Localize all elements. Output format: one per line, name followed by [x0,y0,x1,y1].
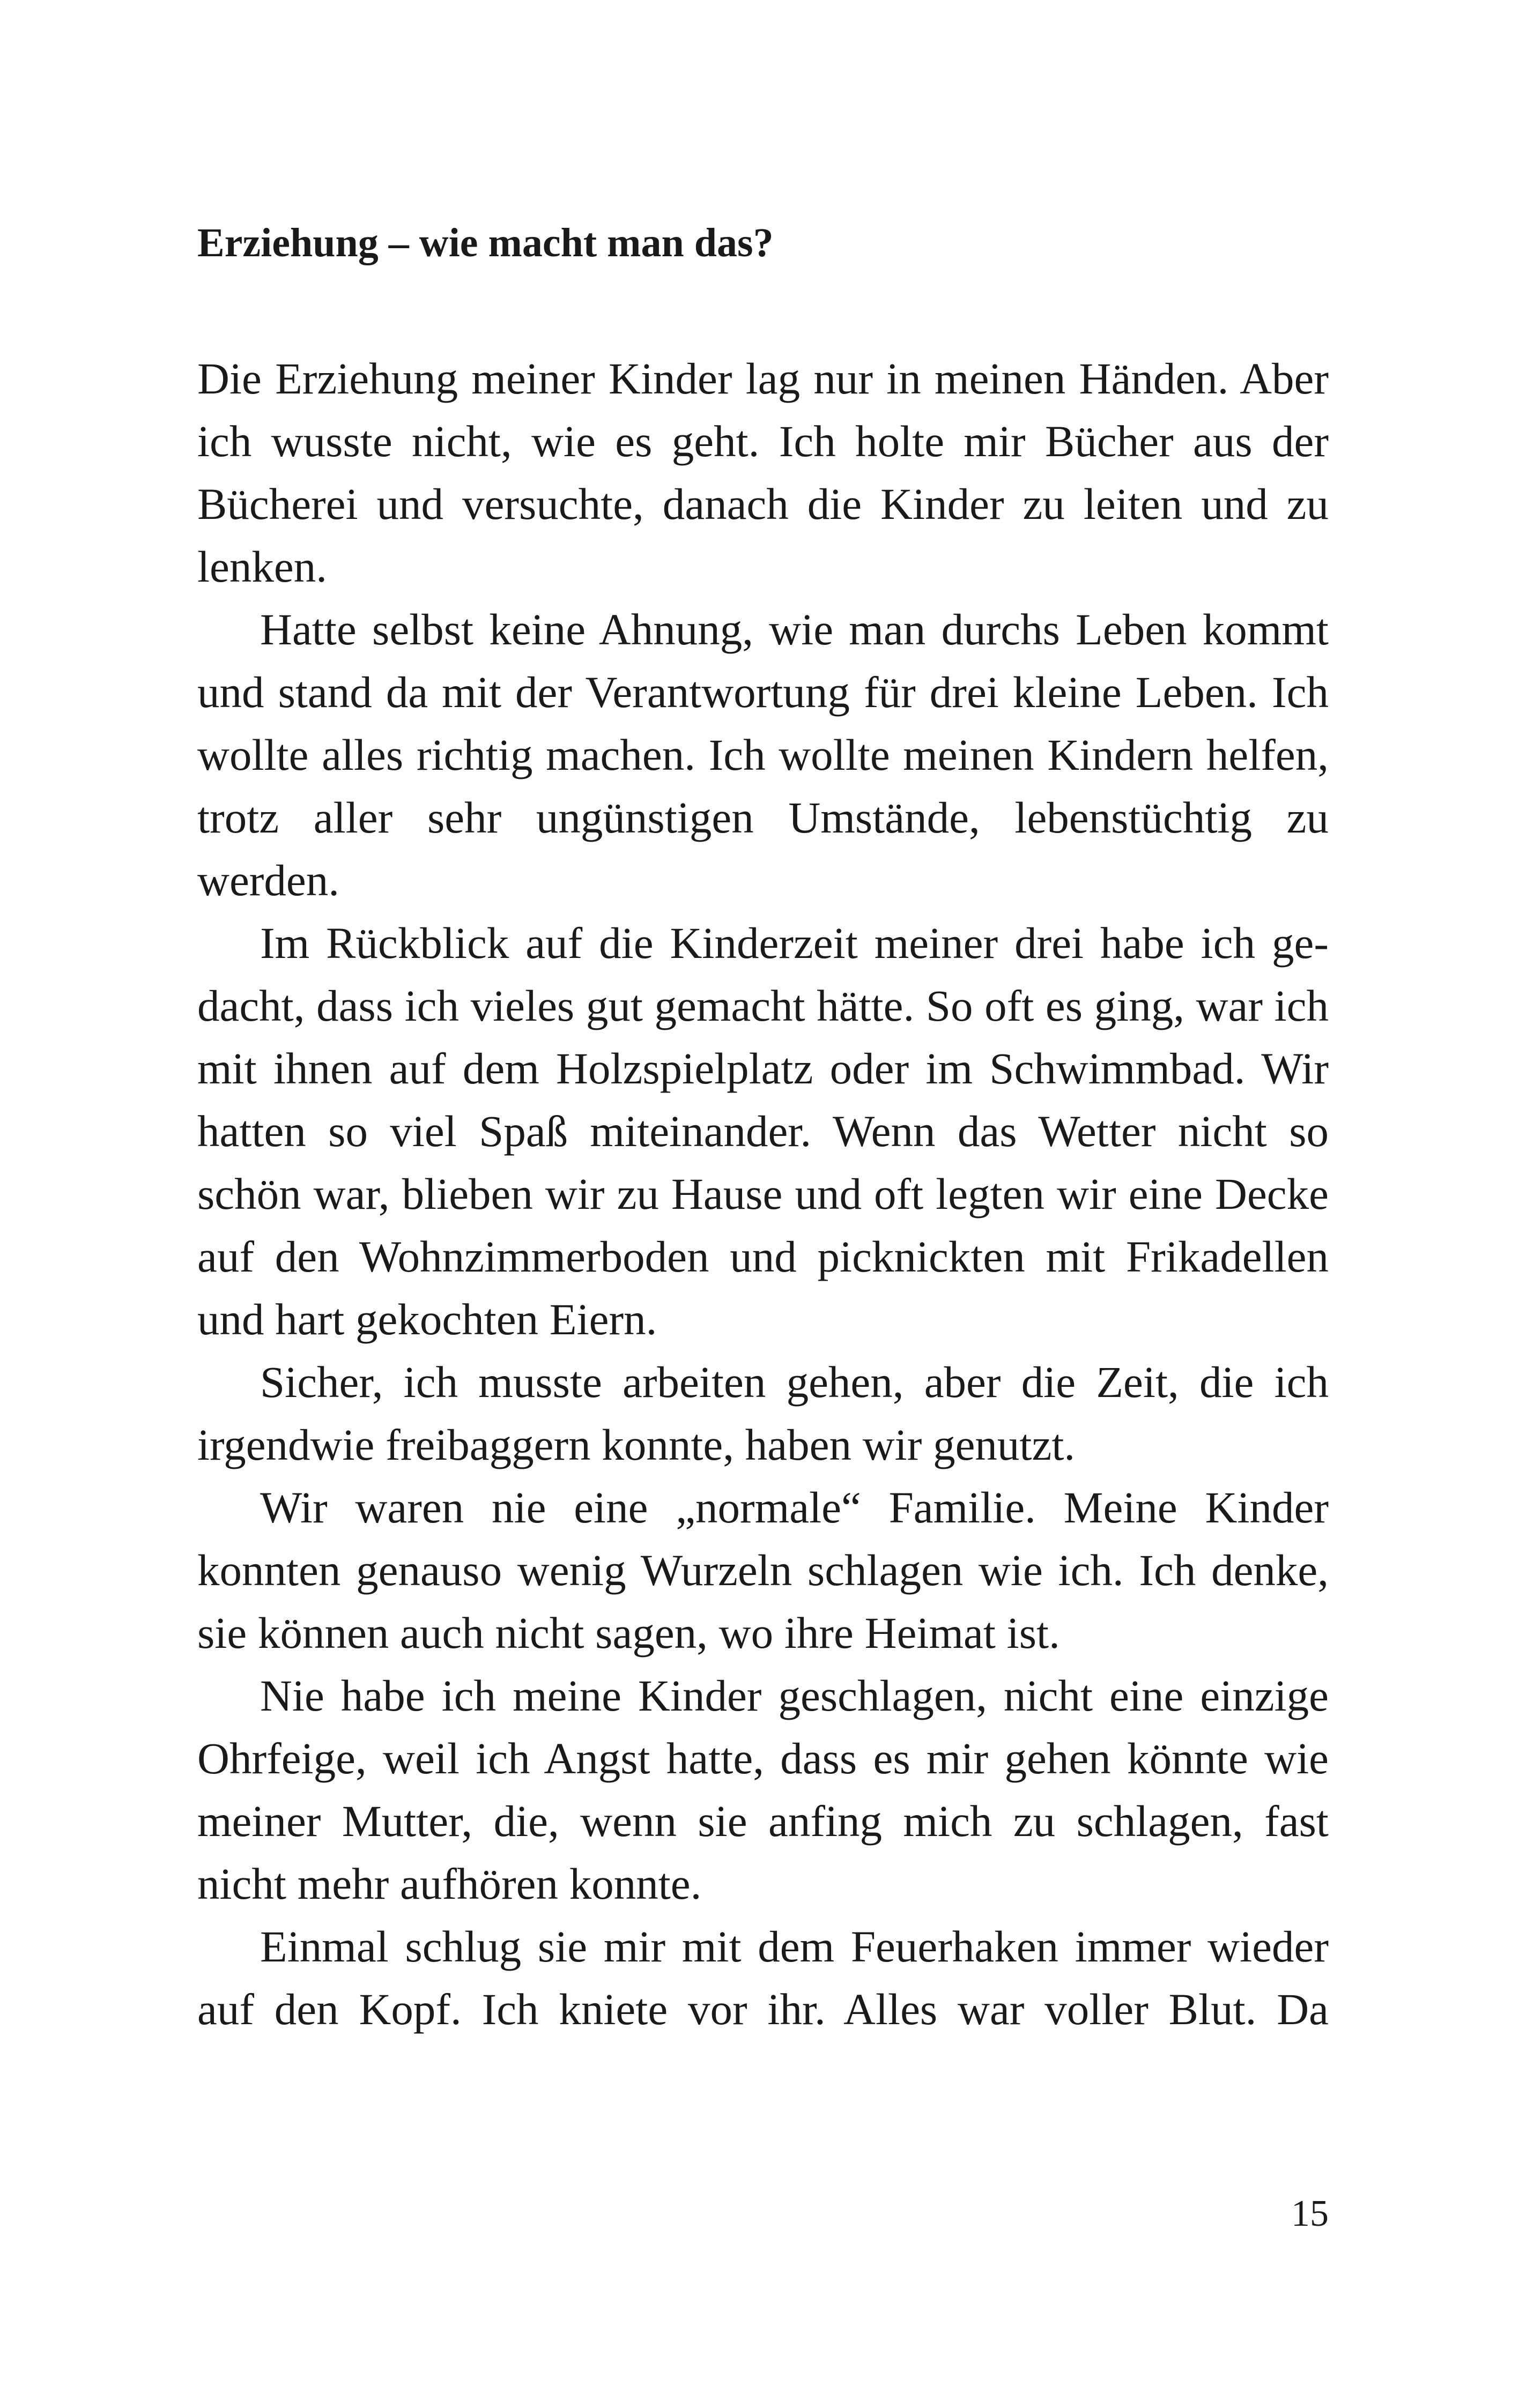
page-number: 15 [1291,2193,1329,2234]
paragraph-4: Sicher, ich musste arbeiten gehen, aber die Zeit, die ich irgendwie freibaggern konnte, haben wir genutzt. [197,1357,1329,1469]
paragraph-1: Die Erziehung meiner Kinder lag nur in meinen Händen. Aber ich wusste nicht, wie es geht. Ich holte mir Bücher aus der Bücherei und versuchte, danach die Kinder zu leiten und zu lenken. [197,354,1329,591]
body-text [197,347,1329,2041]
paragraph-2: Hatte selbst keine Ahnung, wie man durchs Leben kommt und stand da mit der Verantwortung für drei kleine Leben. Ich wollte alles richtig machen. Ich wollte meinen Kindern helfen, trotz aller sehr ungünstigen Umstände, lebenstüchtig zu werden. [197,605,1329,905]
chapter-title: Erziehung – wie macht man das? [197,220,774,265]
paragraph-7: Einmal schlug sie mir mit dem Feuerhaken immer wieder auf den Kopf. Ich kniete vor ihr. Alles war voller Blut. Da [197,1922,1329,2034]
paragraph-6: Nie habe ich meine Kinder geschlagen, nicht eine einzige Ohrfeige, weil ich Angst hatte, dass es mir gehen könnte wie meiner Mutter, die, wenn sie anfing mich zu schlagen, fast nicht mehr aufhören konnte. [197,1671,1329,1908]
paragraph-5: Wir waren nie eine „normale“ Familie. Meine Kinder konnten genauso wenig Wurzeln schlagen wie ich. Ich denke, sie können auch nicht sagen, wo ihre Heimat ist. [197,1483,1329,1658]
paragraph-3: Im Rückblick auf die Kinderzeit meiner drei habe ich gedacht, dass ich vieles gut gemacht hätte. So oft es ging, war ich mit ihnen auf dem Holzspielplatz oder im Schwimmbad. Wir hatten so viel Spaß miteinander. Wenn das Wetter nicht so schön war, blieben wir zu Hause und oft legten wir eine Decke auf den Wohnzimmerboden und picknickten mit Frikadellen und hart gekochten Eiern. [197,918,1329,1344]
